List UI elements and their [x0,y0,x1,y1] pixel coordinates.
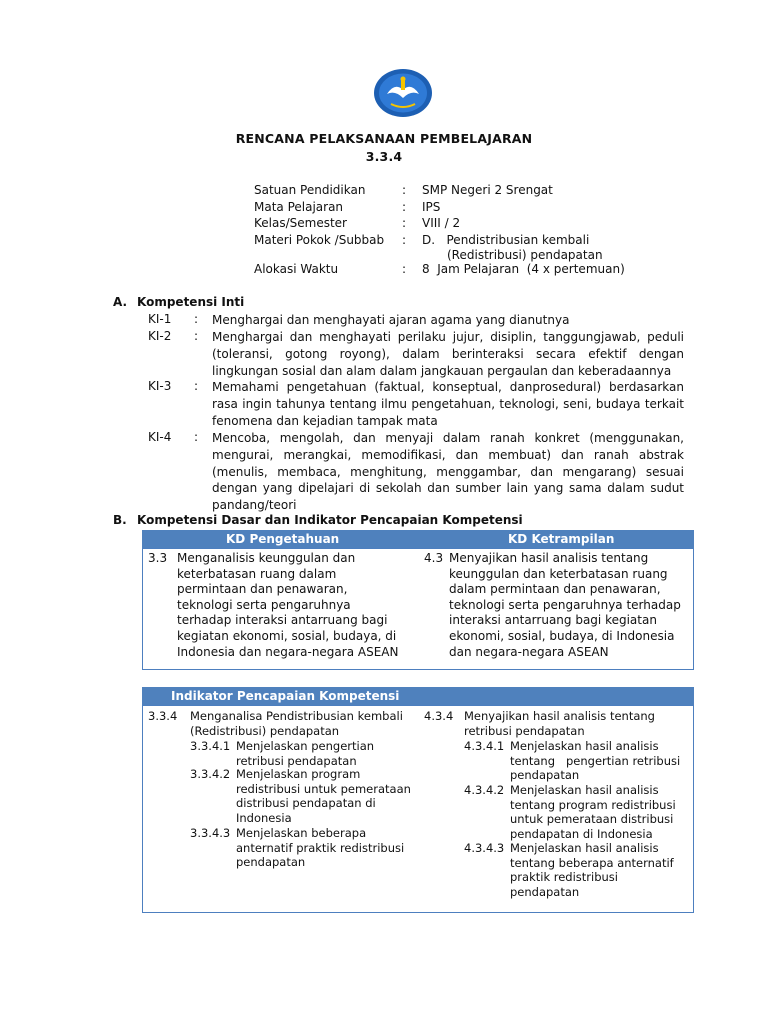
document-title: RENCANA PELAKSANAAN PEMBELAJARAN [235,131,533,146]
info-row-materi [254,233,684,265]
ipk-sub-text: Menjelaskan hasil analisis tentang program redistribusi untuk pemerataan distribusi pendapatan di Indonesia [510,783,676,841]
info-colon: : [402,216,407,230]
info-label: Alokasi Waktu [254,262,339,276]
info-row-mapel [254,200,684,217]
ipk-sub-number: 4.3.4.1 [464,739,505,753]
ki-code: KI-3 [148,379,172,393]
ipk-sub-number: 3.3.4.2 [190,767,231,781]
kd-header-pengetahuan: KD Pengetahuan [226,532,340,546]
ipk-number: 3.3.4 [148,709,178,723]
ipk-number: 4.3.4 [424,709,454,723]
section-number: A. [113,295,128,309]
ipk-sub-text: Menjelaskan pengertian retribusi pendapatan [236,739,375,768]
kd-ketrampilan-cell [424,551,690,667]
ki-text: Memahami pengetahuan (faktual, konseptual, danprosedural) berdasarkan rasa ingin tahunya tentang ilmu pengetahuan, teknologi, seni, budaya terkait fenomena dan kejadian tampak mata [212,380,684,428]
ipk-header: Indikator Pencapaian Kompetensi [171,689,400,703]
ki-text: Menghargai dan menghayati perilaku jujur, disiplin, tanggungjawab, peduli (toleransi, gotong royong), dalam berinteraksi secara efektif dengan lingkungan sosial dan alam dalam jangkauan pergaulan dan keberadaannya [212,330,684,378]
tut-wuri-handayani-logo [373,68,433,118]
ipk-text: Menyajikan hasil analisis tentang retribusi pendapatan [464,709,655,738]
info-value: SMP Negeri 2 Srengat [422,183,553,197]
section-a-heading [113,295,513,311]
ipk-sub-text: Menjelaskan hasil analisis tentang pengertian retribusi pendapatan [510,739,684,783]
ki-text: Menghargai dan menghayati ajaran agama yang dianutnya [212,313,570,327]
kd-header-ketrampilan: KD Ketrampilan [508,532,615,546]
ipk-sub-number: 3.3.4.3 [190,826,231,840]
ipk-text: Menganalisa Pendistribusian kembali (Redistribusi) pendapatan [190,709,403,738]
info-colon: : [402,233,407,247]
info-label: Satuan Pendidikan [254,183,366,197]
ipk-sub-text: Menjelaskan hasil analisis tentang beberapa anternatif praktik redistribusi pendapatan [510,841,674,899]
section-title: Kompetensi Inti [137,295,245,309]
ipk-sub-number: 4.3.4.2 [464,783,505,797]
info-row-alokasi [254,262,684,279]
document-subtitle: 3.3.4 [365,149,403,164]
ki-item-1 [148,312,684,329]
kd-table-header [142,530,694,548]
ki-colon: : [194,329,199,343]
ki-item-2 [148,329,684,380]
info-label: Mata Pelajaran [254,200,344,214]
kd-text: Menganalisis keunggulan dan keterbatasan ruang dalam permintaan dan penawaran, teknologi serta pengaruhnya terhadap interaksi antarruang bagi kegiatan ekonomi, sosial, budaya, di Indonesia dan negara-negara ASEAN [177,551,399,659]
kd-text: Menyajikan hasil analisis tentang keunggulan dan keterbatasan ruang dalam permintaan dan penawaran, teknologi serta pengaruhnya terhadap interaksi antarruang bagi kegiatan ekonomi, sosial, budaya, di Indonesia dan negara-negara ASEAN [449,551,681,659]
info-label: Materi Pokok /Subbab [254,233,385,247]
ki-item-3 [148,379,684,430]
ipk-sub-number: 3.3.4.1 [190,739,231,753]
ipk-pengetahuan-cell [148,709,413,909]
kd-number: 3.3 [148,551,168,565]
ipk-table-header [142,687,694,705]
info-colon: : [402,262,407,276]
ipk-sub-text: Menjelaskan beberapa anternatif praktik redistribusi pendapatan [236,826,405,870]
info-value: D. Pendistribusian kembali [422,233,590,247]
ki-colon: : [194,312,199,326]
info-value: IPS [422,200,441,214]
ki-item-4 [148,430,684,513]
ki-colon: : [194,379,199,393]
kd-number: 4.3 [424,551,444,565]
ipk-ketrampilan-cell [424,709,690,909]
info-colon: : [402,183,407,197]
ki-text: Mencoba, mengolah, dan menyaji dalam ranah konkret (menggunakan, mengurai, merangkai, memodifikasi, dan membuat) dan ranah abstrak (menulis, membaca, menghitung, menggambar, dan mengarang) sesuai dengan yang dipelajari di sekolah dan sumber lain yang sama dalam sudut pandang/teori [212,431,684,513]
ki-code: KI-2 [148,329,172,343]
kd-pengetahuan-cell [148,551,398,667]
info-value: VIII / 2 [422,216,461,230]
info-row-kelas [254,216,684,233]
info-value: 8 Jam Pelajaran (4 x pertemuan) [422,262,625,276]
section-title: Kompetensi Dasar dan Indikator Pencapaian Kompetensi [137,513,523,527]
ki-code: KI-4 [148,430,172,444]
ki-colon: : [194,430,199,444]
ki-code: KI-1 [148,312,172,326]
info-value-cont: (Redistribusi) pendapatan [447,248,603,262]
section-number: B. [113,513,127,527]
info-label: Kelas/Semester [254,216,347,230]
section-b-heading [113,513,563,529]
info-colon: : [402,200,407,214]
ipk-sub-text: Menjelaskan program redistribusi untuk pemerataan distribusi pendapatan di Indonesia [236,767,411,825]
info-row-satuan [254,183,684,200]
ipk-sub-number: 4.3.4.3 [464,841,505,855]
